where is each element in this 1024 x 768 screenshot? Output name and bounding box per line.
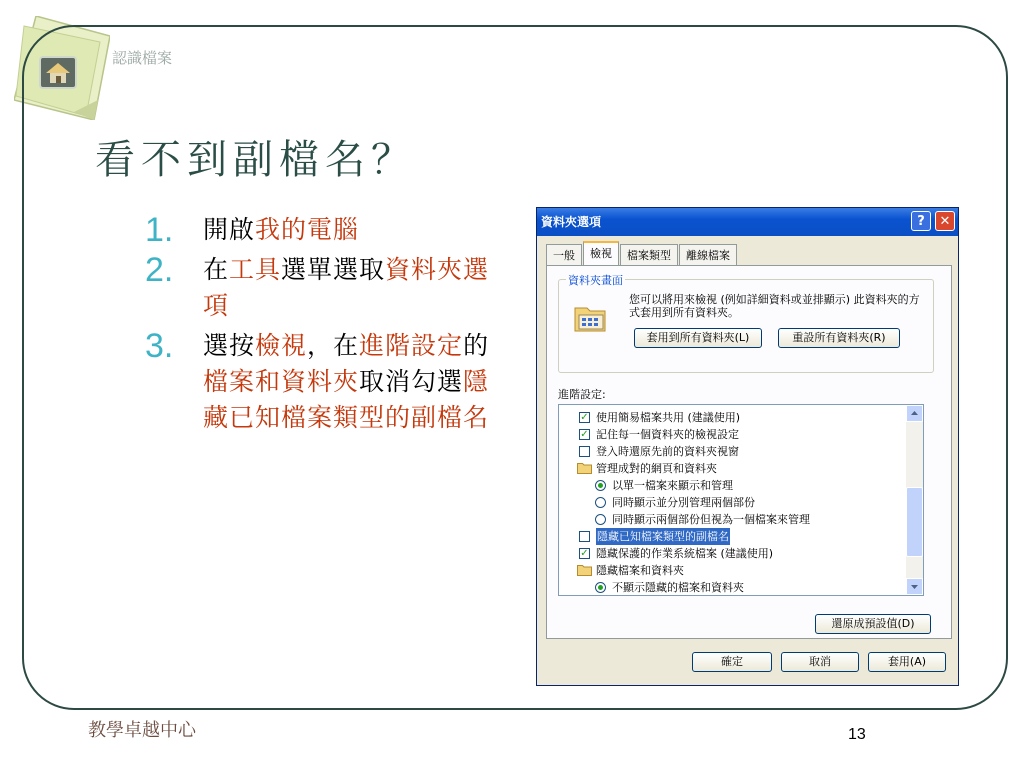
step-plain-text: 在 xyxy=(203,255,230,284)
step-text xyxy=(203,328,503,436)
scroll-up-icon xyxy=(907,406,922,421)
close-button[interactable]: ✕ xyxy=(935,211,955,231)
tab-0[interactable]: 一般 xyxy=(546,244,582,265)
setting-checkbox[interactable]: ✓ xyxy=(580,412,589,423)
tab-3[interactable]: 離線檔案 xyxy=(679,244,737,265)
setting-radio[interactable] xyxy=(595,582,606,593)
step-highlight: 檢視 xyxy=(255,331,308,360)
setting-checkbox[interactable]: ✓ xyxy=(580,548,589,559)
page-number: 13 xyxy=(848,726,866,743)
setting-label: 以單一檔案來顯示和管理 xyxy=(612,479,733,492)
step-highlight: 進階設定 xyxy=(359,331,464,360)
setting-checkbox[interactable] xyxy=(579,446,590,457)
tab-2[interactable]: 檔案類型 xyxy=(620,244,678,265)
dialog-title: 資料夾選項 xyxy=(541,215,602,229)
scroll-up-button[interactable] xyxy=(906,405,923,422)
setting-checkbox[interactable] xyxy=(579,531,590,542)
apply-to-all-folders-button[interactable]: 套用到所有資料夾(L) xyxy=(634,328,762,348)
folder-options-icon xyxy=(573,300,609,336)
breadcrumb: 認識檔案 xyxy=(112,49,173,67)
setting-label: 同時顯示並分別管理兩個部份 xyxy=(612,496,755,509)
setting-label: 同時顯示兩個部份但視為一個檔案來管理 xyxy=(612,513,810,526)
step-item xyxy=(145,328,515,436)
ok-button[interactable]: 確定 xyxy=(692,652,772,672)
step-plain-text: ，在 xyxy=(307,331,360,360)
setting-label: 管理成對的網頁和資料夾 xyxy=(596,462,717,475)
setting-label: 隱藏已知檔案類型的副檔名 xyxy=(597,530,729,543)
step-highlight: 檔案和資料夾 xyxy=(203,367,360,396)
restore-defaults-button[interactable]: 還原成預設值(D) xyxy=(815,614,931,634)
reset-all-folders-button[interactable]: 重設所有資料夾(R) xyxy=(778,328,900,348)
setting-label: 隱藏保護的作業系統檔案 (建議使用) xyxy=(596,547,774,560)
setting-radio[interactable] xyxy=(595,497,606,508)
scroll-down-button[interactable] xyxy=(906,578,923,595)
cancel-button[interactable]: 取消 xyxy=(781,652,859,672)
step-plain-text: 選按 xyxy=(203,331,256,360)
setting-label: 使用簡易檔案共用 (建議使用) xyxy=(596,411,741,424)
advanced-settings-label: 進階設定: xyxy=(558,388,606,401)
setting-label: 登入時還原先前的資料夾視窗 xyxy=(596,445,739,458)
step-item xyxy=(145,212,515,248)
step-number: 2. xyxy=(145,251,174,289)
scroll-down-icon xyxy=(907,579,922,594)
group-description: 您可以將用來檢視 (例如詳細資料或並排顯示) 此資料夾的方式套用到所有資料夾。 xyxy=(629,293,920,319)
setting-checkbox[interactable]: ✓ xyxy=(580,429,589,440)
step-number: 3. xyxy=(145,327,174,365)
step-text xyxy=(203,252,503,324)
folder-options-dialog xyxy=(536,207,959,686)
step-highlight: 我的電腦 xyxy=(255,215,360,244)
step-plain-text: 開啟 xyxy=(203,215,256,244)
advanced-settings-list[interactable] xyxy=(558,404,924,596)
home-icon xyxy=(41,58,75,87)
step-highlight: 隱藏已知檔案類型的副檔名 xyxy=(203,367,490,432)
group-label: 資料夾畫面 xyxy=(568,274,623,287)
apply-button[interactable]: 套用(A) xyxy=(868,652,946,672)
scroll-thumb[interactable] xyxy=(906,487,923,557)
step-item xyxy=(145,252,515,324)
setting-label: 記住每一個資料夾的檢視設定 xyxy=(596,428,739,441)
home-button[interactable] xyxy=(39,56,77,89)
step-number: 1. xyxy=(145,211,174,249)
folder-views-group xyxy=(558,274,934,373)
folder-icon xyxy=(577,462,592,474)
view-tab-panel xyxy=(546,265,952,639)
setting-radio[interactable] xyxy=(595,480,606,491)
dialog-titlebar[interactable] xyxy=(537,208,958,236)
tab-1[interactable]: 檢視 xyxy=(583,241,619,266)
tab-strip xyxy=(546,244,738,266)
scrollbar[interactable] xyxy=(906,405,923,595)
step-text xyxy=(203,212,503,248)
steps-list xyxy=(145,212,515,440)
slide-title: 看不到副檔名？ xyxy=(95,137,417,183)
step-plain-text: 取消勾選 xyxy=(359,367,464,396)
step-highlight: 資料夾選項 xyxy=(203,255,490,320)
setting-label: 隱藏檔案和資料夾 xyxy=(596,564,684,577)
folder-icon xyxy=(577,564,592,576)
setting-label: 不顯示隱藏的檔案和資料夾 xyxy=(612,581,744,594)
step-highlight: 工具 xyxy=(229,255,282,284)
step-plain-text: 選單選取 xyxy=(281,255,386,284)
help-button[interactable]: ? xyxy=(911,211,931,231)
footer-text: 教學卓越中心 xyxy=(88,720,196,741)
setting-radio[interactable] xyxy=(595,514,606,525)
step-plain-text: 的 xyxy=(463,331,490,360)
